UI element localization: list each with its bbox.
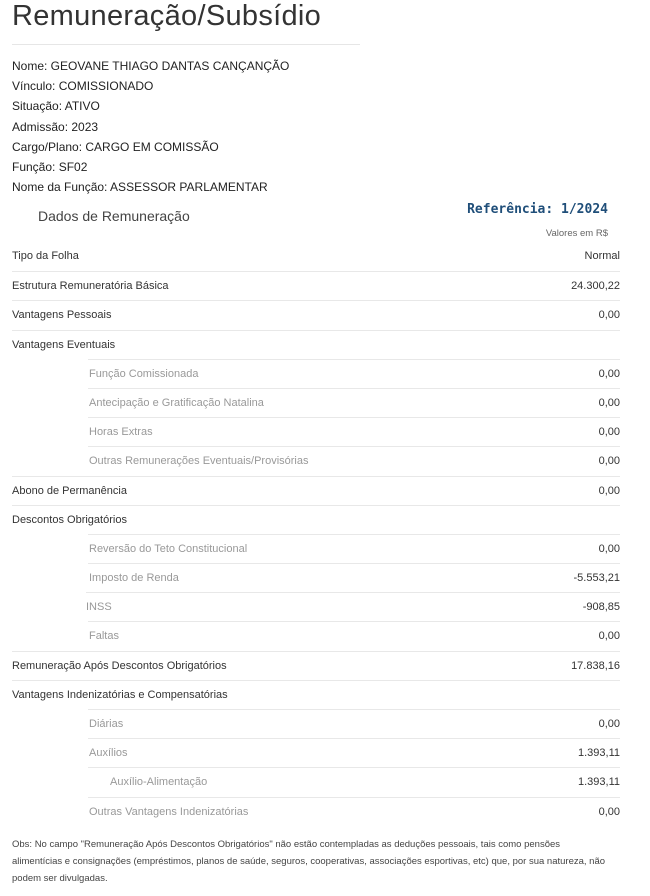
section-title: Dados de Remuneração <box>38 208 190 224</box>
row-value: -5.553,21 <box>573 572 620 585</box>
row-value: 0,00 <box>598 718 620 730</box>
row-value: 0,00 <box>598 542 620 555</box>
row-label: Estrutura Remuneratória Básica <box>12 280 169 293</box>
table-row <box>88 534 620 563</box>
row-label: Reversão do Teto Constitucional <box>89 542 248 555</box>
row-label: Diárias <box>89 718 124 730</box>
table-row <box>88 563 620 592</box>
row-value: 0,00 <box>598 426 620 439</box>
currency-note: Valores em R$ <box>545 228 608 239</box>
row-label: Outras Vantagens Indenizatórias <box>89 805 249 818</box>
row-label: Antecipação e Gratificação Natalina <box>89 396 264 409</box>
row-value: 0,00 <box>598 367 620 380</box>
row-value: 17.838,16 <box>571 659 620 672</box>
row-label: Horas Extras <box>89 426 153 439</box>
table-row <box>12 300 620 329</box>
info-admissao: Admissão: 2023 <box>12 119 99 134</box>
page-title: Remuneração/Subsídio <box>12 0 322 32</box>
row-label: Vantagens Indenizatórias e Compensatórias <box>12 688 228 701</box>
row-label: Imposto de Renda <box>89 572 179 585</box>
row-label: Descontos Obrigatórios <box>12 513 127 526</box>
table-row <box>12 505 620 534</box>
table-row <box>12 651 620 680</box>
info-vinculo: Vínculo: COMISSIONADO <box>12 79 154 94</box>
table-row <box>12 271 620 300</box>
table-row <box>12 680 620 709</box>
info-nome: Nome: GEOVANE THIAGO DANTAS CANÇANÇÃO <box>12 59 290 73</box>
info-cargo: Cargo/Plano: CARGO EM COMISSÃO <box>12 139 219 154</box>
info-situacao: Situação: ATIVO <box>12 99 100 114</box>
row-value: 24.300,22 <box>571 280 620 293</box>
row-label: Abono de Permanência <box>12 484 127 497</box>
remuneration-table <box>12 242 620 826</box>
row-label: Função Comissionada <box>89 367 199 380</box>
table-row <box>88 359 620 388</box>
table-row <box>12 476 620 505</box>
table-row <box>88 446 620 475</box>
table-row <box>88 767 620 796</box>
row-value: 0,00 <box>598 396 620 409</box>
table-row <box>88 709 620 738</box>
row-label: Faltas <box>89 630 119 643</box>
row-value: Normal <box>584 250 620 262</box>
info-funcao: Função: SF02 <box>12 159 88 174</box>
row-value: 1.393,11 <box>577 776 620 789</box>
table-row <box>88 388 620 417</box>
table-row <box>88 417 620 446</box>
row-value: 1.393,11 <box>577 747 620 760</box>
table-row <box>88 738 620 767</box>
servant-info <box>12 56 289 197</box>
row-value: 0,00 <box>598 484 620 497</box>
row-label: Tipo da Folha <box>12 250 79 262</box>
row-value: -908,85 <box>582 601 620 614</box>
row-label: Vantagens Pessoais <box>12 309 112 322</box>
table-row <box>12 242 620 271</box>
row-label: Outras Remunerações Eventuais/Provisórias <box>89 455 309 468</box>
observation-note: Obs: No campo "Remuneração Após Descontos Obrigatórios" não estão contempladas as deduções pessoais, tais como pensões alimentícias e consignações (empréstimos, planos de saúde, seguros, cooperativas, associações esportivas, etc) que, por sua natureza, não podem ser divulgadas. <box>12 839 606 884</box>
row-label: Auxílios <box>89 747 128 760</box>
row-value: 0,00 <box>598 309 620 322</box>
title-divider <box>12 44 360 45</box>
row-label: Auxílio-Alimentação <box>110 776 208 789</box>
row-label: Remuneração Após Descontos Obrigatórios <box>12 659 227 672</box>
row-value: 0,00 <box>598 805 620 818</box>
info-nome-funcao: Nome da Função: ASSESSOR PARLAMENTAR <box>12 180 268 195</box>
table-row <box>88 621 620 650</box>
row-value: 0,00 <box>598 630 620 643</box>
table-row <box>12 330 620 359</box>
row-value: 0,00 <box>598 455 620 468</box>
row-label: INSS <box>86 601 112 614</box>
table-row <box>86 592 620 621</box>
table-row <box>88 797 620 826</box>
row-label: Vantagens Eventuais <box>12 338 116 351</box>
reference-period: Referência: 1/2024 <box>467 202 608 217</box>
